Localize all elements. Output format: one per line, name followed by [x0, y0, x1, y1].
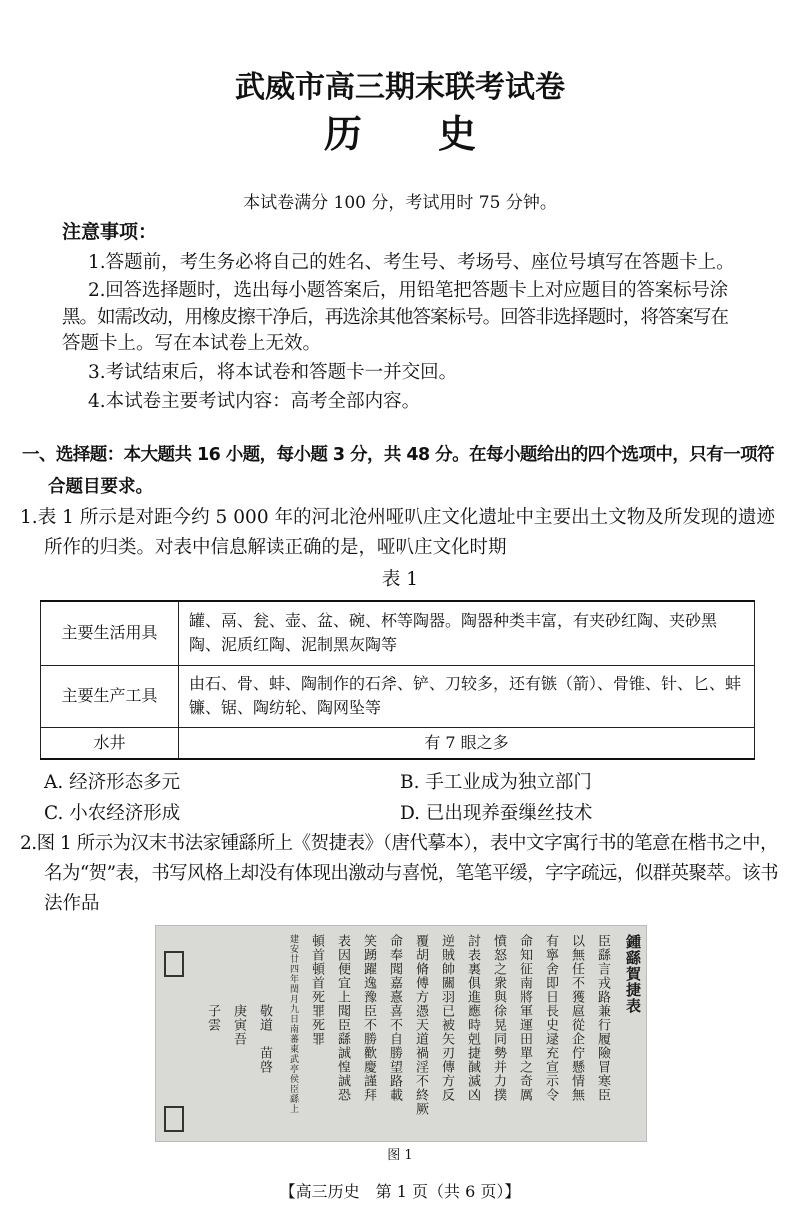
table-row [41, 665, 755, 727]
calligraphy-column: 臣繇言戎路兼行履險冒寒臣 [595, 934, 610, 1102]
figure-caption: 图 1 [387, 1148, 413, 1163]
note-3: 3.考试结束后，将本试卷和答题卡一并交回。 [88, 362, 458, 383]
row-label: 主要生产工具 [41, 665, 179, 727]
note-2: 2.回答选择题时，选出每小题答案后，用铅笔把答题卡上对应题目的答案标号涂 [88, 280, 728, 301]
section-heading-cont: 合题目要求。 [48, 477, 153, 497]
calligraphy-column: 庚寅吾 [231, 934, 246, 1046]
calligraphy-column: 覆胡脩傅方憑天道禍淫不終厥 [413, 934, 428, 1116]
calligraphy-figure [155, 925, 647, 1142]
seal-icon [164, 951, 184, 977]
calligraphy-column: 笑踴躍逸豫臣不勝歡慶謹拜 [361, 934, 376, 1102]
calligraphy-column: 命知征南將軍運田單之奇厲 [517, 934, 532, 1102]
calligraphy-column: 憤怒之衆與徐晃同勢并力撲 [491, 934, 506, 1102]
calligraphy-column: 逆賊帥關羽已被矢刃傳方反 [439, 934, 454, 1102]
calligraphy-column: 有寧舍即日長史逯充宣示令 [543, 934, 558, 1102]
section-heading: 一、选择题：本大题共 16 小题，每小题 3 分，共 48 分。在每小题给出的四个选项中，只有一项符 [22, 445, 774, 465]
q1-option-a[interactable]: A. 经济形态多元 [44, 772, 181, 793]
calligraphy-column: 建安廿四年閏月九日南蕃東武亭侯臣繇上 [288, 934, 298, 1114]
note-1: 1.答题前，考生务必将自己的姓名、考生号、考场号、座位号填写在答题卡上。 [88, 252, 735, 273]
exam-title: 武威市高三期末联考试卷 [235, 70, 565, 105]
q1-stem: 1.表 1 所示是对距今约 5 000 年的河北沧州哑叭庄文化遗址中主要出土文物及所发现的遗迹 [20, 507, 775, 528]
q2-stem: 2.图 1 所示为汉末书法家锺繇所上《贺捷表》（唐代摹本），表中文字寓行书的笔意在楷书之中， [20, 833, 778, 854]
table-row [41, 601, 755, 665]
calligraphy-heading: 鍾繇賀捷表 [624, 934, 642, 1014]
calligraphy-column: 子雲 [205, 934, 220, 1032]
table-caption: 表 1 [381, 569, 419, 590]
subject-title: 历 史 [323, 112, 476, 156]
row-content: 有 7 眼之多 [179, 727, 755, 759]
table-row [41, 727, 755, 759]
row-content: 罐、鬲、瓮、壶、盆、碗、杯等陶器。陶器种类丰富，有夹砂红陶、夹砂黑陶、泥质红陶、泥制黑灰陶等 [179, 601, 755, 665]
seal-icon [164, 1106, 184, 1132]
exam-intro: 本试卷满分 100 分，考试用时 75 分钟。 [243, 193, 557, 213]
calligraphy-column: 命奉聞嘉憙喜不自勝望路載 [387, 934, 402, 1102]
calligraphy-column: 討表裏俱進應時剋捷馘滅凶 [465, 934, 480, 1102]
calligraphy-column: 以無任不獲扈從企佇懸情無 [569, 934, 584, 1102]
page-footer: 【高三历史 第 1 页（共 6 页）】 [279, 1182, 521, 1201]
q2-stem-end: 法作品 [44, 893, 100, 914]
row-label: 主要生活用具 [41, 601, 179, 665]
q1-stem-cont: 所作的归类。对表中信息解读正确的是，哑叭庄文化时期 [44, 537, 507, 558]
q1-option-c[interactable]: C. 小农经济形成 [44, 803, 181, 824]
q2-stem-cont: 名为“贺”表，书写风格上却没有体现出激动与喜悦，笔笔平缓，字字疏远，似群英聚萃。该书 [44, 863, 778, 884]
row-content: 由石、骨、蚌、陶制作的石斧、铲、刀较多，还有镞（箭）、骨锥、针、匕、蚌镰、锯、陶纺轮、陶网坠等 [179, 665, 755, 727]
row-label: 水井 [41, 727, 179, 759]
calligraphy-column: 表因便宜上聞臣繇誠惶誠恐 [335, 934, 350, 1102]
calligraphy-column: 頓首頓首死罪死罪 [309, 934, 324, 1046]
q1-option-b[interactable]: B. 手工业成为独立部门 [400, 772, 592, 793]
table-1 [40, 600, 755, 760]
notes-heading: 注意事项： [62, 221, 158, 243]
note-2-end: 答题卡上。写在本试卷上无效。 [62, 333, 322, 354]
calligraphy-column: 敬道 苗啓 [257, 934, 272, 1074]
note-4: 4.本试卷主要考试内容：高考全部内容。 [88, 391, 421, 412]
note-2-cont: 黑。如需改动，用橡皮擦干净后，再选涂其他答案标号。回答非选择题时，将答案写在 [62, 307, 728, 328]
q1-option-d[interactable]: D. 已出现养蚕缫丝技术 [400, 803, 593, 824]
